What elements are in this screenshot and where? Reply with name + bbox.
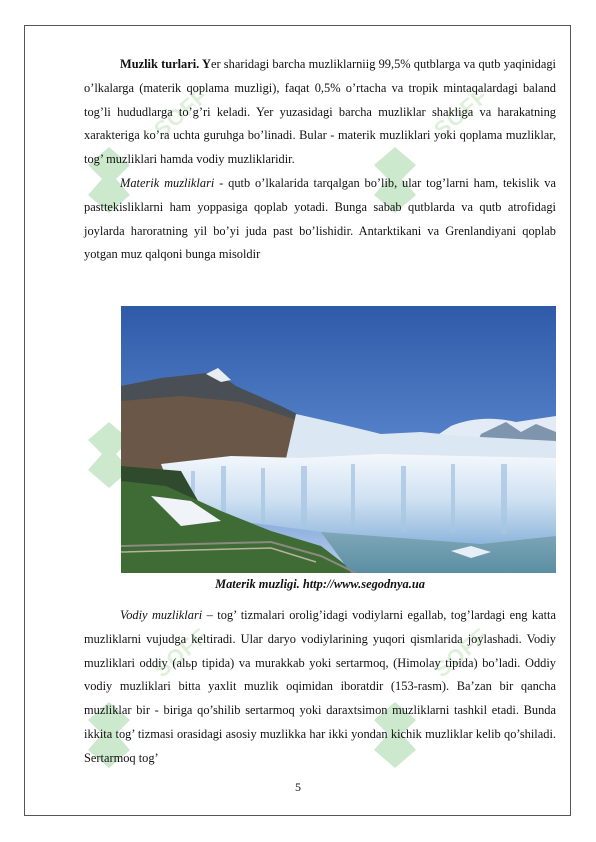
paragraph-text: er sharidagi barcha muzliklarniig 99,5% qutblarga va qutb yaqinidagi o’lkalarga (materik qoplama muzligi), faqat 0,5% o’rtacha va tropik mintaqalardagi baland tog’li hududlarga to’g’ri keladi. Yer yuzasidagi barcha muzliklar shakliga va harakatning xarakteriga ko’ra uchta guruhga bo’linadi. Bular - materik muzliklari yoki qoplama muzliklar, tog’ muzliklari hamda vodiy muzliklaridir. bbox=[84, 57, 557, 167]
paragraph-materik bbox=[84, 172, 556, 267]
watermark-text: SOFF bbox=[428, 622, 494, 683]
paragraph-vodiy bbox=[84, 604, 556, 771]
watermark-text: SOFF bbox=[148, 82, 214, 143]
paragraph-muzlik-turlari bbox=[84, 53, 556, 172]
section-title: Muzlik turlari. bbox=[120, 57, 200, 71]
figure-caption: Materik muzligi. http://www.segodnya.ua bbox=[215, 577, 425, 591]
term-materik: Materik muzliklari bbox=[120, 175, 215, 190]
section-title-lead: Y bbox=[199, 57, 211, 71]
term-vodiy: Vodiy muzliklari bbox=[120, 608, 203, 622]
text-block-top bbox=[84, 53, 556, 267]
page-number: 5 bbox=[295, 780, 301, 794]
paragraph-text: - qutb o’lkalarida tarqalgan bo’lib, ular tog’larni ham, tekislik va pasttekisliklarni ham yoppasiga qoplab yotadi. Bunga sabab qutblarda va qutb atrofidagi joylarda haroratning yil bo’yi juda past bo’lishidir. Antarktikani va Grenlandiyani qoplab yotgan muz qalqoni bunga misoldir bbox=[84, 175, 556, 262]
text-block-bottom bbox=[84, 604, 556, 771]
watermark-text: SOFF bbox=[428, 82, 494, 143]
glacier-photo bbox=[121, 306, 556, 573]
watermark-text: SOFF bbox=[148, 622, 214, 683]
paragraph-text: – tog’ tizmalari orolig’idagi vodiylarni egallab, tog’lardagi eng katta muzliklarni vujudga keltiradi. Ular daryo vodiylarining yuqori qismlarida joylashadi. Vodiy muzliklari oddiy (alьp tipida) va murakkab yoki sertarmoq, (Himolay tipida) bo’ladi. Oddiy vodiy muzliklari bitta yaxlit muzlik oqimidan iboratdir (153-rasm). Ba’zan bir qancha muzliklar bir - biriga qo’shilib sertarmoq yoki daraxtsimon muzliklarni tashkil etadi. Bunda ikkita tog’ tizmasi orasidagi asosiy muzlikka har ikki yondan kichik muzliklar kelib qo’shiladi. Sertarmoq tog’ bbox=[84, 608, 556, 765]
